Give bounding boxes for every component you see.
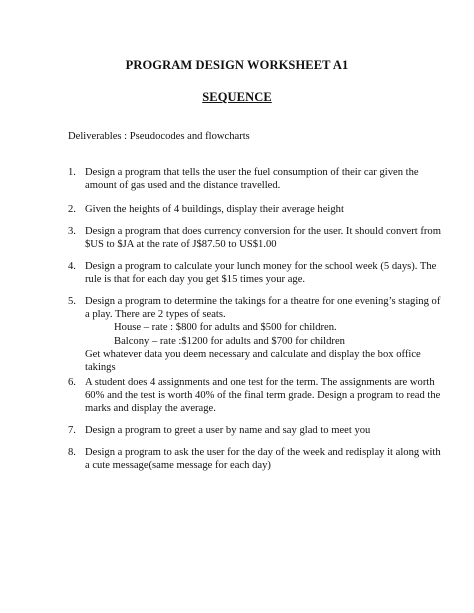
question-item-6 xyxy=(68,376,440,416)
question-number: 8. xyxy=(68,447,76,458)
question-line: Design a program to calculate your lunch money for the school week (5 days). The xyxy=(85,261,437,272)
worksheet-title: PROGRAM DESIGN WORKSHEET A1 xyxy=(125,58,349,72)
question-item-4 xyxy=(68,260,440,286)
question-item-3 xyxy=(68,225,440,251)
question-number: 3. xyxy=(68,226,76,237)
question-number: 5. xyxy=(68,296,76,307)
question-line: A student does 4 assignments and one test for the term. The assignments are worth xyxy=(85,377,435,388)
question-line: takings xyxy=(85,362,116,374)
question-number: 2. xyxy=(68,204,76,215)
question-number: 4. xyxy=(68,261,76,272)
question-item-1 xyxy=(68,166,440,192)
question-line: Balcony – rate :$1200 for adults and $700 for children xyxy=(114,335,345,347)
worksheet-subtitle: SEQUENCE xyxy=(202,90,272,104)
question-item-7 xyxy=(68,424,440,437)
question-line: Design a program to determine the takings for a theatre for one evening’s staging of xyxy=(85,296,441,307)
question-line: Design a program that does currency conversion for the user. It should convert from xyxy=(85,226,441,237)
deliverables-text: Deliverables : Pseudocodes and flowcharts xyxy=(68,131,250,142)
question-item-2 xyxy=(68,203,440,216)
question-line: a cute message(same message for each day) xyxy=(85,460,271,472)
question-number: 6. xyxy=(68,377,76,388)
question-number: 7. xyxy=(68,425,76,436)
question-line: Design a program that tells the user the fuel consumption of their car given the xyxy=(85,167,419,178)
question-line: Given the heights of 4 buildings, display their average height xyxy=(85,204,344,215)
question-number: 1. xyxy=(68,167,76,178)
question-line: Design a program to greet a user by name and say glad to meet you xyxy=(85,425,371,436)
question-line: 60% and the test is worth 40% of the final term grade. Design a program to read the xyxy=(85,390,441,402)
question-line: $US to $JA at the rate of J$87.50 to US$1.00 xyxy=(85,239,277,251)
question-item-8 xyxy=(68,446,440,472)
question-line: a play. There are 2 types of seats. xyxy=(85,309,226,321)
question-line: Get whatever data you deem necessary and calculate and display the box office xyxy=(85,348,421,360)
question-item-5 xyxy=(68,295,440,374)
question-line: rule is that for each day you get $15 times your age. xyxy=(85,274,306,286)
question-line: amount of gas used and the distance travelled. xyxy=(85,180,281,192)
question-line: Design a program to ask the user for the day of the week and redisplay it along with xyxy=(85,447,441,458)
question-line: House – rate : $800 for adults and $500 for children. xyxy=(114,322,337,334)
question-line: marks and display the average. xyxy=(85,403,216,415)
